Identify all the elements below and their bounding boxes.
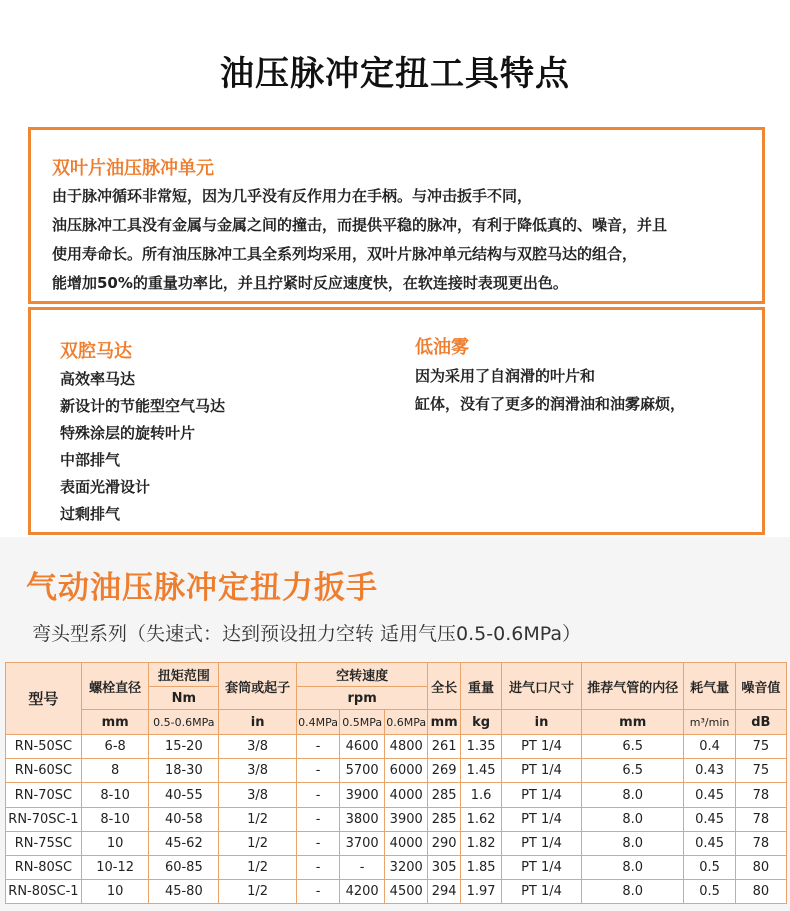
dual-chamber-motor-heading: 双腔马达 — [60, 341, 132, 362]
header-air: 耗气量 — [684, 663, 735, 710]
cell-torque: 60-85 — [149, 855, 219, 879]
cell-air: 0.5 — [684, 855, 735, 879]
cell-noise: 80 — [735, 879, 786, 903]
cell-speed-04: - — [297, 831, 340, 855]
table-row — [6, 759, 787, 783]
cell-speed-05: 3800 — [340, 807, 385, 831]
motor-feature-item: 高效率马达 — [60, 370, 136, 388]
cell-hose: 8.0 — [581, 783, 683, 807]
cell-length: 294 — [428, 879, 461, 903]
cell-length: 290 — [428, 831, 461, 855]
table-header-row — [6, 663, 787, 687]
cell-noise: 75 — [735, 759, 786, 783]
cell-speed-04: - — [297, 759, 340, 783]
cell-torque: 45-62 — [149, 831, 219, 855]
unit-socket: in — [219, 710, 297, 735]
cell-length: 269 — [428, 759, 461, 783]
header-torque: 扭矩范围 — [149, 663, 219, 687]
cell-model: RN-70SC — [6, 783, 82, 807]
cell-bolt: 8-10 — [81, 783, 149, 807]
cell-speed-06: 4800 — [385, 735, 428, 759]
cell-air: 0.4 — [684, 735, 735, 759]
cell-speed-05: 4200 — [340, 879, 385, 903]
cell-bolt: 10-12 — [81, 855, 149, 879]
header-inlet: 进气口尺寸 — [502, 663, 582, 710]
unit-noise: dB — [735, 710, 786, 735]
cell-length: 285 — [428, 807, 461, 831]
cell-hose: 8.0 — [581, 879, 683, 903]
header-socket: 套筒或起子 — [219, 663, 297, 710]
cell-speed-05: 3700 — [340, 831, 385, 855]
cell-torque: 40-55 — [149, 783, 219, 807]
cell-hose: 6.5 — [581, 735, 683, 759]
cell-speed-05: 4600 — [340, 735, 385, 759]
cell-socket: 1/2 — [219, 879, 297, 903]
cell-socket: 3/8 — [219, 759, 297, 783]
low-oil-mist-heading: 低油雾 — [415, 337, 469, 358]
unit-torque: 0.5-0.6MPa — [149, 710, 219, 735]
header-speed-unit: rpm — [297, 687, 428, 710]
cell-speed-05: 5700 — [340, 759, 385, 783]
cell-weight: 1.35 — [461, 735, 502, 759]
cell-speed-06: 4000 — [385, 831, 428, 855]
cell-inlet: PT 1/4 — [502, 759, 582, 783]
motor-feature-item: 过剩排气 — [60, 505, 121, 523]
cell-weight: 1.97 — [461, 879, 502, 903]
table-row — [6, 735, 787, 759]
unit-hose: mm — [581, 710, 683, 735]
table-row — [6, 831, 787, 855]
cell-speed-06: 6000 — [385, 759, 428, 783]
cell-speed-06: 4000 — [385, 783, 428, 807]
cell-hose: 8.0 — [581, 807, 683, 831]
table-units-row — [6, 710, 787, 735]
low-oil-mist-line: 缸体，没有了更多的润滑油和油雾麻烦， — [415, 395, 686, 413]
cell-torque: 15-20 — [149, 735, 219, 759]
cell-bolt: 8-10 — [81, 807, 149, 831]
cell-model: RN-60SC — [6, 759, 82, 783]
cell-noise: 78 — [735, 831, 786, 855]
cell-inlet: PT 1/4 — [502, 879, 582, 903]
dual-vane-line: 使用寿命长。所有油压脉冲工具全系列均采用，双叶片脉冲单元结构与双腔马达的组合， — [52, 245, 638, 263]
page-title: 油压脉冲定扭工具特点 — [220, 54, 570, 94]
cell-model: RN-80SC — [6, 855, 82, 879]
cell-socket: 3/8 — [219, 783, 297, 807]
cell-weight: 1.45 — [461, 759, 502, 783]
cell-torque: 40-58 — [149, 807, 219, 831]
unit-speed-05: 0.5MPa — [340, 710, 385, 735]
cell-noise: 78 — [735, 807, 786, 831]
unit-weight: kg — [461, 710, 502, 735]
spec-table — [5, 662, 787, 904]
cell-weight: 1.62 — [461, 807, 502, 831]
cell-socket: 1/2 — [219, 831, 297, 855]
cell-length: 285 — [428, 783, 461, 807]
cell-speed-06: 3200 — [385, 855, 428, 879]
cell-torque: 45-80 — [149, 879, 219, 903]
product-subtitle: 弯头型系列（失速式：达到预设扭力空转 适用气压0.5-0.6MPa） — [32, 623, 581, 645]
dual-vane-line: 油压脉冲工具没有金属与金属之间的撞击，而提供平稳的脉冲，有利于降低真的、噪音，并且 — [52, 216, 668, 234]
motor-feature-item: 新设计的节能型空气马达 — [60, 397, 226, 415]
cell-noise: 78 — [735, 783, 786, 807]
cell-inlet: PT 1/4 — [502, 855, 582, 879]
cell-speed-04: - — [297, 879, 340, 903]
cell-socket: 3/8 — [219, 735, 297, 759]
cell-air: 0.45 — [684, 831, 735, 855]
cell-hose: 8.0 — [581, 855, 683, 879]
low-oil-mist-line: 因为采用了自润滑的叶片和 — [415, 367, 596, 385]
header-model: 型号 — [6, 663, 82, 735]
cell-length: 261 — [428, 735, 461, 759]
motor-feature-item: 特殊涂层的旋转叶片 — [60, 424, 196, 442]
unit-speed-06: 0.6MPa — [385, 710, 428, 735]
cell-hose: 8.0 — [581, 831, 683, 855]
feature-box-dual-vane — [28, 127, 765, 304]
cell-air: 0.45 — [684, 807, 735, 831]
product-title: 气动油压脉冲定扭力扳手 — [26, 570, 378, 606]
cell-inlet: PT 1/4 — [502, 831, 582, 855]
header-hose: 推荐气管的内径 — [581, 663, 683, 710]
cell-socket: 1/2 — [219, 855, 297, 879]
cell-air: 0.43 — [684, 759, 735, 783]
table-row — [6, 879, 787, 903]
cell-speed-05: 3900 — [340, 783, 385, 807]
cell-speed-05: - — [340, 855, 385, 879]
unit-length: mm — [428, 710, 461, 735]
cell-weight: 1.85 — [461, 855, 502, 879]
table-row — [6, 855, 787, 879]
cell-inlet: PT 1/4 — [502, 783, 582, 807]
cell-bolt: 6-8 — [81, 735, 149, 759]
cell-hose: 6.5 — [581, 759, 683, 783]
cell-noise: 75 — [735, 735, 786, 759]
cell-speed-04: - — [297, 855, 340, 879]
cell-torque: 18-30 — [149, 759, 219, 783]
unit-speed-04: 0.4MPa — [297, 710, 340, 735]
feature-box-motor-oil — [28, 307, 765, 535]
cell-bolt: 10 — [81, 879, 149, 903]
header-weight: 重量 — [461, 663, 502, 710]
cell-speed-06: 3900 — [385, 807, 428, 831]
header-bolt: 螺栓直径 — [81, 663, 149, 710]
cell-air: 0.45 — [684, 783, 735, 807]
cell-bolt: 10 — [81, 831, 149, 855]
cell-socket: 1/2 — [219, 807, 297, 831]
header-noise: 噪音值 — [735, 663, 786, 710]
cell-model: RN-80SC-1 — [6, 879, 82, 903]
cell-inlet: PT 1/4 — [502, 735, 582, 759]
cell-model: RN-50SC — [6, 735, 82, 759]
cell-speed-04: - — [297, 735, 340, 759]
header-speed: 空转速度 — [297, 663, 428, 687]
dual-vane-line: 能增加50%的重量功率比，并且拧紧时反应速度快，在软连接时表现更出色。 — [52, 274, 568, 292]
cell-speed-04: - — [297, 807, 340, 831]
cell-model: RN-70SC-1 — [6, 807, 82, 831]
cell-speed-04: - — [297, 783, 340, 807]
cell-noise: 80 — [735, 855, 786, 879]
motor-feature-item: 表面光滑设计 — [60, 478, 151, 496]
cell-weight: 1.82 — [461, 831, 502, 855]
header-length: 全长 — [428, 663, 461, 710]
cell-bolt: 8 — [81, 759, 149, 783]
dual-vane-heading: 双叶片油压脉冲单元 — [52, 158, 214, 179]
dual-chamber-motor-column — [60, 338, 225, 528]
cell-weight: 1.6 — [461, 783, 502, 807]
unit-inlet: in — [502, 710, 582, 735]
unit-air: m³/min — [684, 710, 735, 735]
unit-bolt: mm — [81, 710, 149, 735]
dual-vane-line: 由于脉冲循环非常短，因为几乎没有反作用力在手柄。与冲击扳手不同， — [52, 187, 533, 205]
cell-length: 305 — [428, 855, 461, 879]
cell-speed-06: 4500 — [385, 879, 428, 903]
cell-inlet: PT 1/4 — [502, 807, 582, 831]
low-oil-mist-column — [415, 334, 685, 418]
table-row — [6, 783, 787, 807]
motor-feature-item: 中部排气 — [60, 451, 121, 469]
cell-model: RN-75SC — [6, 831, 82, 855]
header-torque-unit: Nm — [149, 687, 219, 710]
cell-air: 0.5 — [684, 879, 735, 903]
table-row — [6, 807, 787, 831]
